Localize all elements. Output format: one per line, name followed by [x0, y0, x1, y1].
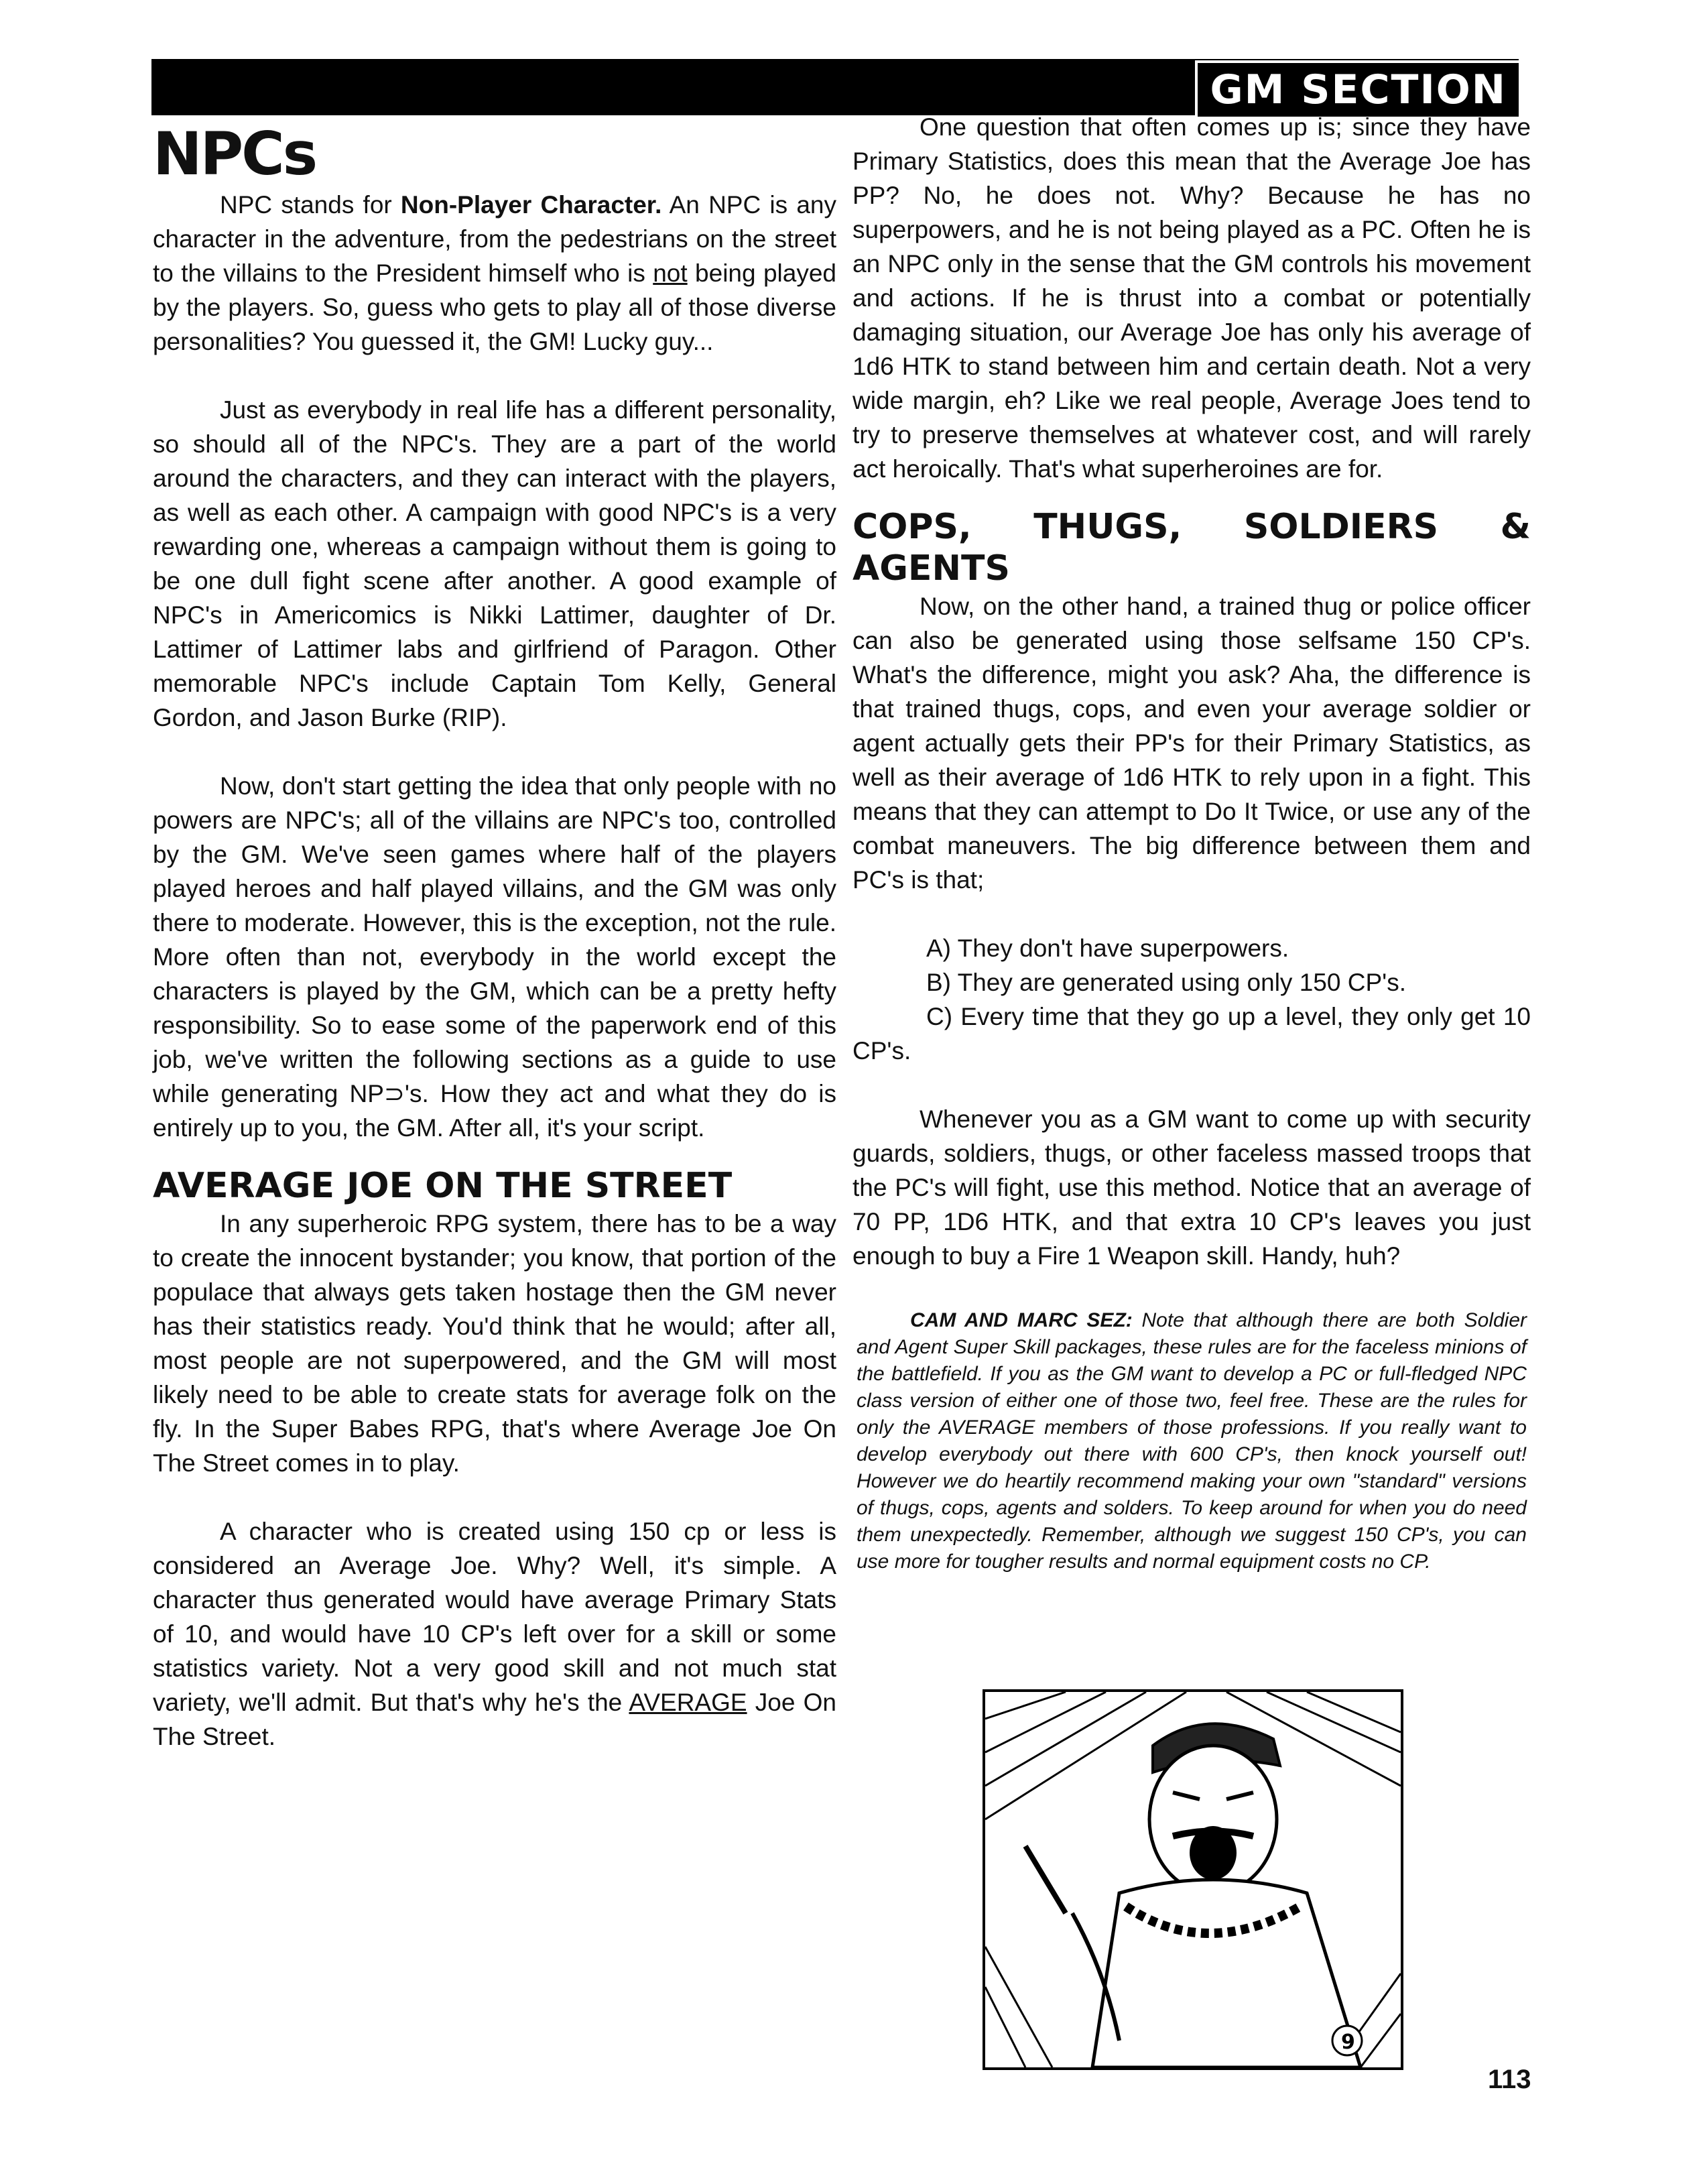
- cops-paragraph-1: Now, on the other hand, a trained thug or police officer can also be generated using those selfsame 150 CP's. What's the difference, might you ask? Aha, the difference is that trained thugs, cops, and even your average soldier or agent actually gets their PP's for their Primary Statistics, as well as their average of 1d6 HTK to rely upon in a fight. This means that they can attempt to Do It Twice, or use any of the combat maneuvers. The big difference between them and PC's is that;: [852, 593, 1531, 894]
- list-item: B) They are generated using only 150 CP's.: [926, 969, 1406, 996]
- header-bar: [151, 59, 1519, 115]
- npcs-paragraph-1: NPC stands for Non-Player Character. An NPC is any character in the adventure, from the pedestrians on the street to the villains to the President himself who is not being played by the players. So, guess who gets to play all of those diverse personalities? You guessed it, the GM! Lucky guy...: [153, 191, 836, 355]
- list-item: A) They don't have superpowers.: [926, 934, 1289, 962]
- average-joe-paragraph-1: In any superheroic RPG system, there has to be a way to create the innocent bystander; you know, that portion of the populace that always gets taken hostage then the GM never has their statistics ready. You'd think that he would; after all, most people are not superpowered, and the GM will most likely need to be able to create stats for average folk on the fly. In the Super Babes RPG, that's where Average Joe On The Street comes in to play.: [153, 1210, 836, 1477]
- page-number: 113: [1488, 2065, 1531, 2094]
- average-joe-heading: AVERAGE JOE ON THE STREET: [153, 1166, 733, 1206]
- right-column: [852, 110, 1531, 1575]
- npcs-heading: NPCs: [153, 119, 316, 188]
- list-item: C) Every time that they go up a level, they only get 10 CP's.: [852, 1003, 1531, 1065]
- artist-signature: 9: [1341, 2030, 1355, 2054]
- npcs-paragraph-2: Just as everybody in real life has a different personality, so should all of the NPC's. They are a part of the world around the characters, and they can interact with the players, as well as each other. A campaign with good NPC's is a very rewarding one, whereas a campaign without them is going to be one dull fight scene after another. A good example of NPC's in Americomics is Nikki Lattimer, daughter of Dr. Lattimer of Lattimer labs and girlfriend of Paragon. Other memorable NPC's include Captain Tom Kelly, General Gordon, and Jason Burke (RIP).: [153, 396, 836, 731]
- average-joe-paragraph-3: One question that often comes up is; since they have Primary Statistics, does this mean that the Average Joe has PP? No, he does not. Why? Because he has no superpowers, and he is not being played as a PC. Often he is an NPC only in the sense that the GM controls his movement and actions. If he is thrust into a combat or potentially damaging situation, our Average Joe has only his average of 1d6 HTK to stand between him and certain death. Not a very wide margin, eh? Like we real people, Average Joes tend to try to preserve themselves at whatever cost, and will rarely act heroically. That's what superheroines are for.: [852, 113, 1531, 483]
- cops-paragraph-2: Whenever you as a GM want to come up with security guards, soldiers, thugs, or other faceless massed troops that the PC's will fight, use this method. Notice that an average of 70 PP, 1D6 HTK, and that extra 10 CP's leaves you just enough to buy a Fire 1 Weapon skill. Handy, huh?: [852, 1105, 1531, 1270]
- average-joe-paragraph-2: A character who is created using 150 cp or less is considered an Average Joe. Why? Well, it's simple. A character thus generated would have average Primary Stats of 10, and would have 10 CP's left over for a skill or some statistics variety. Not a very good skill and not much stat variety, we'll admit. But that's why he's the AVERAGE Joe On The Street.: [153, 1518, 836, 1750]
- soldier-illustration: [983, 1689, 1403, 2070]
- cops-heading: COPS, THUGS, SOLDIERS & AGENTS: [852, 507, 1531, 589]
- section-title: GM SECTION: [1195, 60, 1519, 119]
- npcs-paragraph-3: Now, don't start getting the idea that only people with no powers are NPC's; all of the villains are NPC's too, controlled by the GM. We've seen games where half of the players played heroes and half played villains, and the GM was only there to moderate. However, this is the exception, not the rule. More often than not, everybody in the world except the characters is played by the GM, which can be a pretty hefty responsibility. So to ease some of the paperwork end of this job, we've written the following sections as a guide to use while generating NP⊃'s. How they act and what they do is entirely up to you, the GM. After all, it's your script.: [153, 772, 836, 1142]
- soldier-drawing: [985, 1692, 1401, 2067]
- left-column: [153, 121, 836, 1754]
- cam-and-marc-note: CAM AND MARC SEZ: Note that although there are both Soldier and Agent Super Skill packages, these rules are for the faceless minions of the battlefield. If you as the GM want to develop a PC or full-fledged NPC class version of either one of those two, feel free. These are the rules for only the AVERAGE members of those professions. If you really want to develop everybody out there with 600 CP's, then knock yourself out! However we do heartily recommend making your own "standard" versions of thugs, cops, agents and solders. To keep around for when you do need them unexpectedly. Remember, although we suggest 150 CP's, you can use more for tougher results and normal equipment costs no CP.: [857, 1309, 1527, 1573]
